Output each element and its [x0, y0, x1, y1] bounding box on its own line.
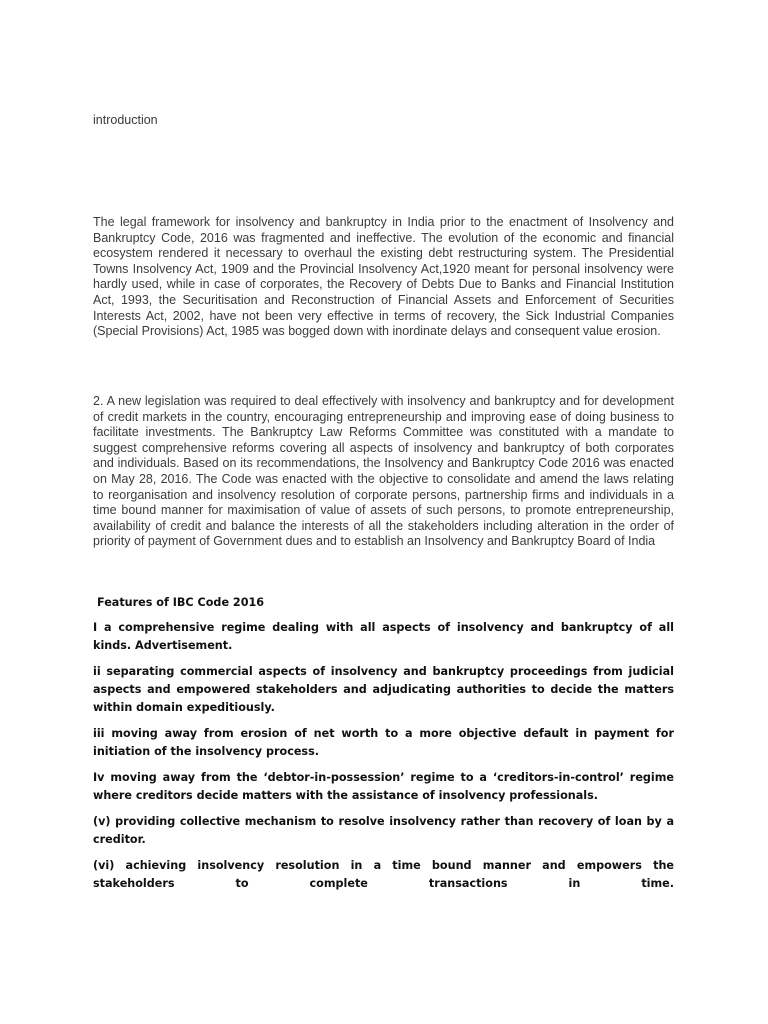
feature-item-1: I a comprehensive regime dealing with all aspects of insolvency and bankruptcy of all kinds. Advertisement. [93, 621, 674, 652]
feature-item-3: iii moving away from erosion of net worth to a more objective default in payment for initiation of the insolvency process. [93, 727, 674, 758]
feature-item-4: Iv moving away from the ‘debtor-in-possession’ regime to a ‘creditors-in-control’ regime where creditors decide matters with the assistance of insolvency professionals. [93, 771, 674, 802]
section-heading: introduction [93, 113, 158, 127]
feature-item-2: ii separating commercial aspects of insolvency and bankruptcy proceedings from judicial aspects and empowered stakeholders and adjudicating authorities to decide the matters within domain expeditiously. [93, 665, 674, 714]
features-title: Features of IBC Code 2016 [97, 596, 265, 609]
feature-item-6: (vi) achieving insolvency resolution in a time bound manner and empowers the stakeholders to complete transactions in time. [93, 859, 674, 890]
paragraph-1: The legal framework for insolvency and bankruptcy in India prior to the enactment of Insolvency and Bankruptcy Code, 2016 was fragmented and ineffective. The evolution of the economic and financial ecosystem rendered it necessary to overhaul the existing debt restructuring system. The Presidential Towns Insolvency Act, 1909 and the Provincial Insolvency Act,1920 meant for personal insolvency were hardly used, while in case of corporates, the Recovery of Debts Due to Banks and Financial Institution Act, 1993, the Securitisation and Reconstruction of Financial Assets and Enforcement of Securities Interests Act, 2002, have not been very effective in terms of recovery, the Sick Industrial Companies (Special Provisions) Act, 1985 was bogged down with inordinate delays and consequent value erosion. [93, 215, 674, 339]
paragraph-2: 2. A new legislation was required to deal effectively with insolvency and bankruptcy and for development of credit markets in the country, encouraging entrepreneurship and improving ease of doing business to facilitate investments. The Bankruptcy Law Reforms Committee was constituted with a mandate to suggest comprehensive reforms covering all aspects of insolvency and bankruptcy of both corporates and individuals. Based on its recommendations, the Insolvency and Bankruptcy Code 2016 was enacted on May 28, 2016. The Code was enacted with the objective to consolidate and amend the laws relating to reorganisation and insolvency resolution of corporate persons, partnership firms and individuals in a time bound manner for maximisation of value of assets of such persons, to promote entrepreneurship, availability of credit and balance the interests of all the stakeholders including alteration in the order of priority of payment of Government dues and to establish an Insolvency and Bankruptcy Board of India [93, 394, 674, 549]
feature-item-5: (v) providing collective mechanism to resolve insolvency rather than recovery of loan by a creditor. [93, 815, 674, 846]
features-section [93, 594, 674, 901]
